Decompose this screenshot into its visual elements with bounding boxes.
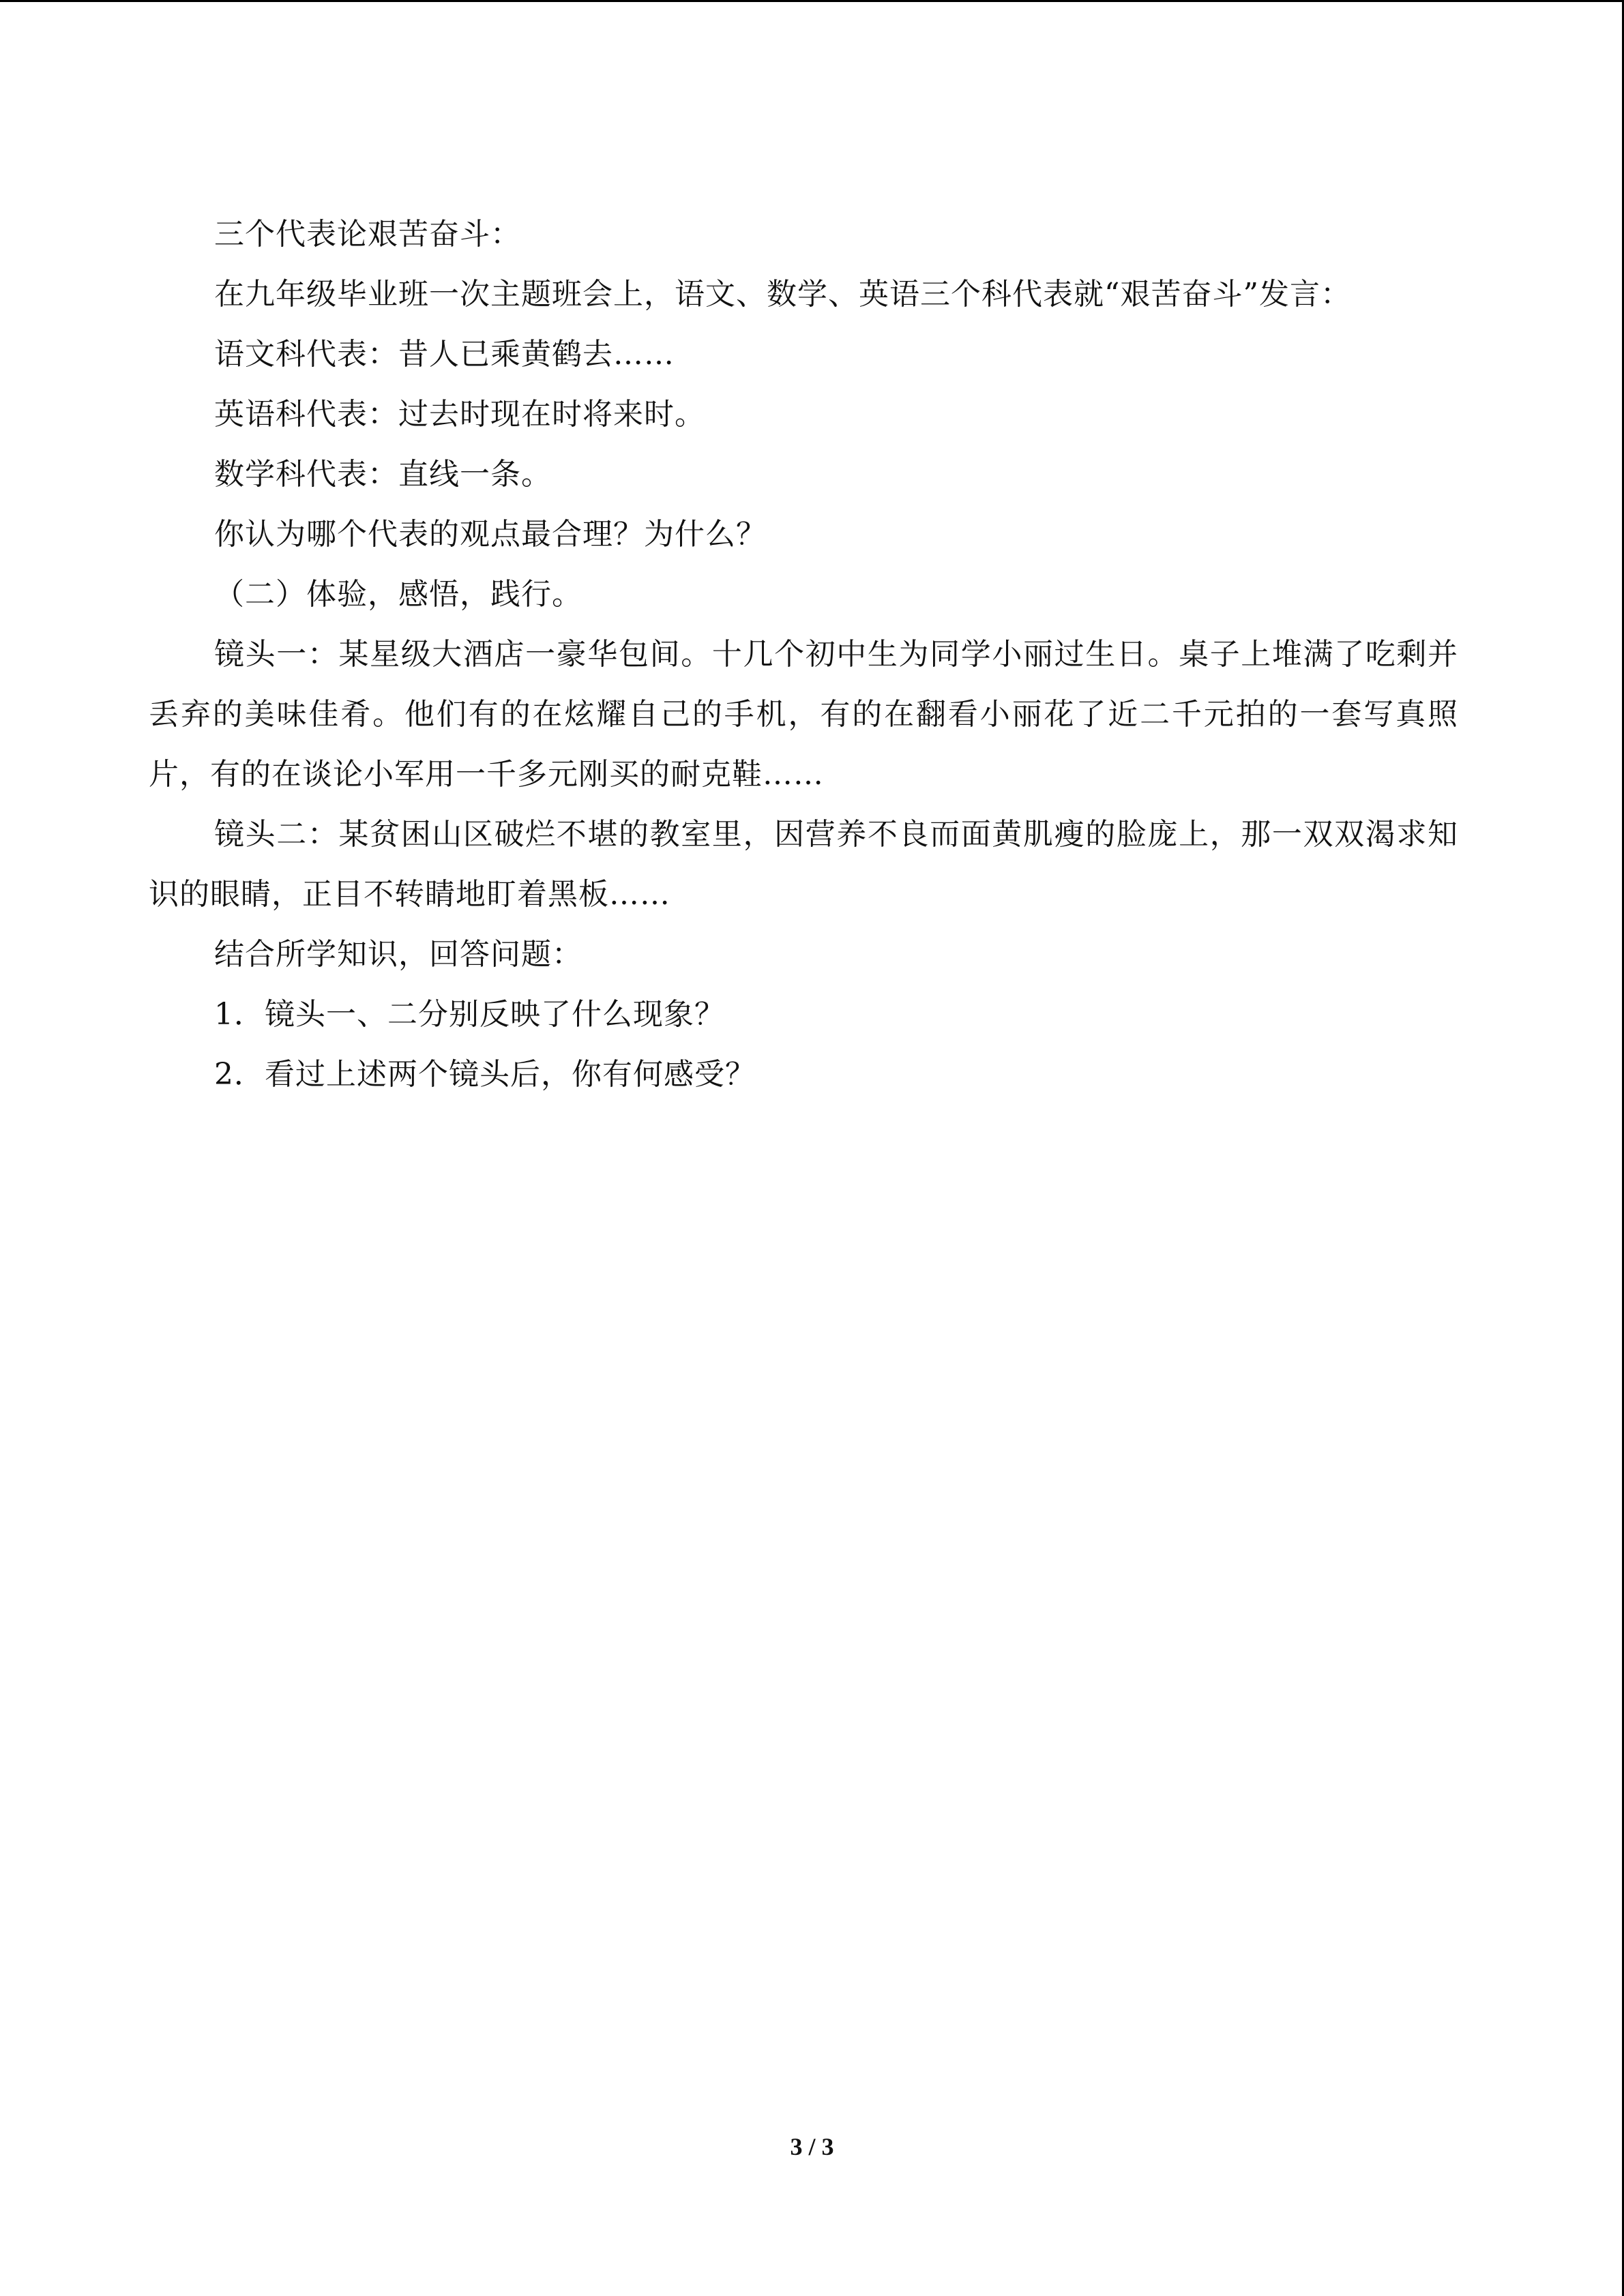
section-heading-experience: （二）体验，感悟，践行。	[214, 577, 582, 612]
paragraph-chinese-representative: 语文科代表：昔人已乘黄鹤去……	[214, 337, 675, 372]
paragraph-english-representative: 英语科代表：过去时现在时将来时。	[214, 397, 705, 432]
paragraph-class-meeting: 在九年级毕业班一次主题班会上，语文、数学、英语三个科代表就“艰苦奋斗”发言：	[214, 277, 1351, 312]
paragraph-math-representative: 数学科代表：直线一条。	[214, 457, 552, 492]
paragraph-scene-one: 镜头一：某星级大酒店一豪华包间。十几个初中生为同学小丽过生日。桌子上堆满了吃剩并丢弃的美味佳肴。他们有的在炫耀自己的手机，有的在翻看小丽花了近二千元拍的一套写真照片，有的在谈论小军用一千多元刚买的耐克鞋……	[149, 637, 1458, 792]
paragraph-answer-prompt: 结合所学知识，回答问题：	[214, 937, 582, 972]
paragraph-scene-two: 镜头二：某贫困山区破烂不堪的教室里，因营养不良而面黄肌瘦的脸庞上，那一双双渴求知识的眼睛，正目不转睛地盯着黑板……	[149, 817, 1458, 912]
question-one: 1．镜头一、二分别反映了什么现象？	[214, 997, 725, 1032]
section-heading-three-representatives: 三个代表论艰苦奋斗：	[214, 217, 521, 252]
page-top-border	[0, 0, 1624, 2]
question-two: 2．看过上述两个镜头后，你有何感受？	[214, 1057, 756, 1092]
question-most-reasonable: 你认为哪个代表的观点最合理？为什么？	[214, 517, 767, 552]
page-number: 3 / 3	[790, 2133, 834, 2160]
document-body	[149, 205, 1458, 1105]
